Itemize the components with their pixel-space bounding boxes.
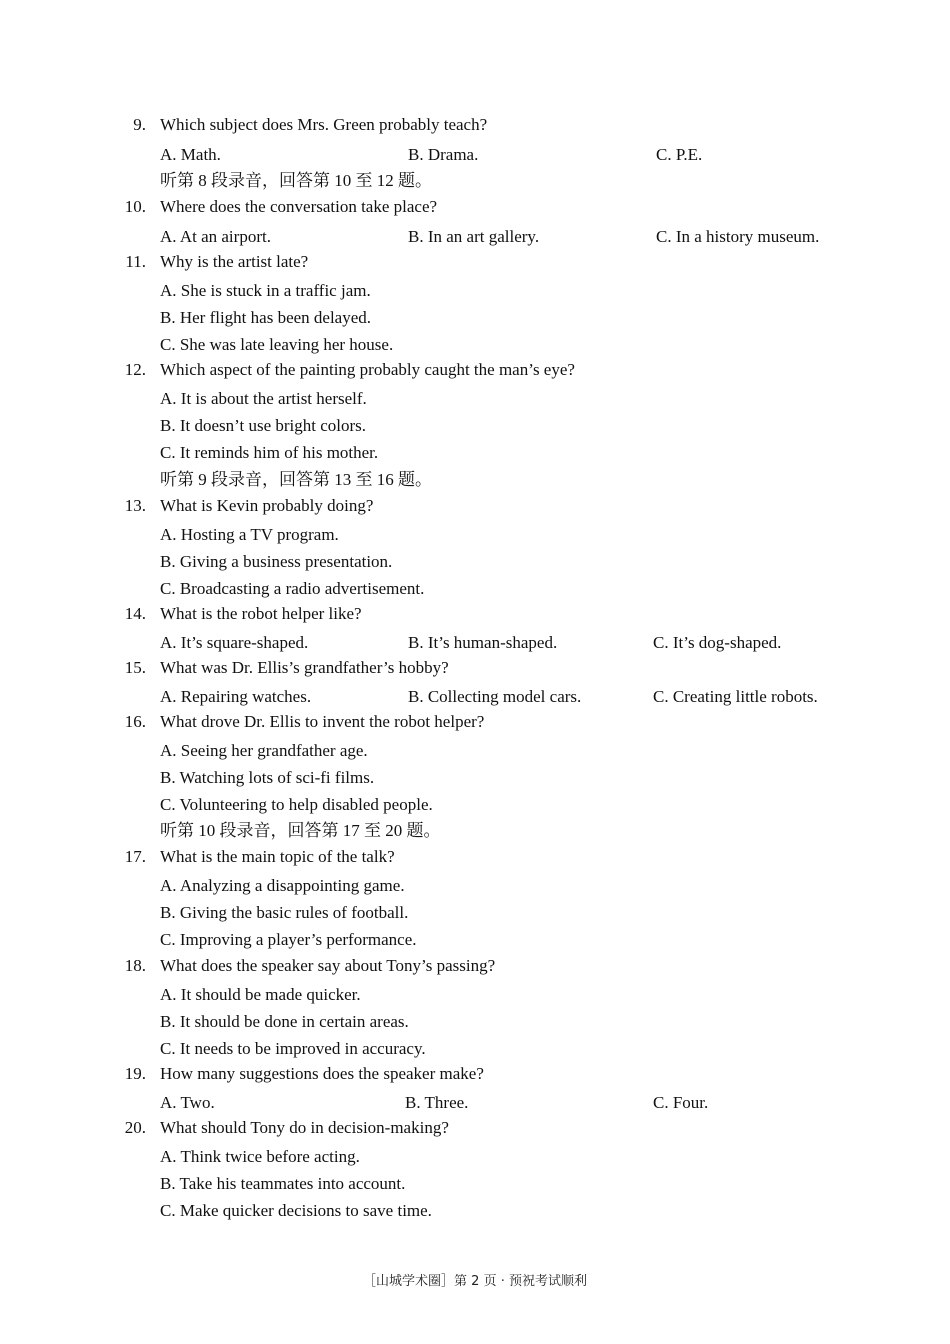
- option-c: C. Make quicker decisions to save time.: [160, 1201, 432, 1220]
- option-b: B. It should be done in certain areas.: [160, 1012, 409, 1031]
- option-b: B. Collecting model cars.: [408, 687, 582, 706]
- option-c: C. It needs to be improved in accuracy.: [160, 1039, 426, 1058]
- section-instruction: 听第 10 段录音，回答第 17 至 20 题。: [160, 821, 441, 840]
- option-a: A. It should be made quicker.: [160, 985, 361, 1004]
- option-b: B. Giving a business presentation.: [160, 552, 393, 571]
- option-a: A. Analyzing a disappointing game.: [160, 876, 405, 895]
- option-b: B. It doesn’t use bright colors.: [160, 416, 367, 435]
- section-instruction: 听第 8 段录音，回答第 10 至 12 题。: [160, 171, 432, 190]
- question-text: Which subject does Mrs. Green probably teach?: [160, 115, 488, 134]
- option-c: C. She was late leaving her house.: [160, 335, 394, 354]
- option-c: C. P.E.: [656, 145, 703, 164]
- option-a: A. It’s square-shaped.: [160, 633, 309, 652]
- question-number: 12.: [124, 360, 146, 379]
- question-number: 13.: [124, 496, 146, 515]
- question-text: What drove Dr. Ellis to invent the robot helper?: [160, 712, 485, 731]
- page-footer: ［山城学术圈］第 2 页 · 预祝考试顺利: [363, 1274, 587, 1289]
- section-instruction: 听第 9 段录音，回答第 13 至 16 题。: [160, 470, 432, 489]
- option-c: C. It reminds him of his mother.: [160, 443, 379, 462]
- option-b: B. Watching lots of sci-fi films.: [160, 768, 375, 787]
- question-number: 16.: [124, 712, 146, 731]
- question-number: 14.: [124, 604, 146, 623]
- option-a: A. Repairing watches.: [160, 687, 312, 706]
- question-text: What is the robot helper like?: [160, 604, 362, 623]
- question-text: What is Kevin probably doing?: [160, 496, 374, 515]
- question-number: 19.: [124, 1064, 146, 1083]
- question-number: 20.: [124, 1118, 146, 1137]
- question-text: What should Tony do in decision-making?: [160, 1118, 449, 1137]
- question-text: How many suggestions does the speaker make?: [160, 1064, 484, 1083]
- question-number: 10.: [124, 197, 146, 216]
- option-b: B. In an art gallery.: [408, 227, 540, 246]
- question-number: 9.: [133, 115, 146, 134]
- option-c: C. It’s dog-shaped.: [653, 633, 782, 652]
- question-text: Why is the artist late?: [160, 252, 309, 271]
- option-a: A. Seeing her grandfather age.: [160, 741, 368, 760]
- option-b: B. Drama.: [408, 145, 479, 164]
- question-text: Where does the conversation take place?: [160, 197, 438, 216]
- option-b: B. Her flight has been delayed.: [160, 308, 372, 327]
- question-text: What is the main topic of the talk?: [160, 847, 395, 866]
- option-a: A. Math.: [160, 145, 221, 164]
- option-b: B. It’s human-shaped.: [408, 633, 558, 652]
- question-text: Which aspect of the painting probably caught the man’s eye?: [160, 360, 575, 379]
- option-a: A. Two.: [160, 1093, 215, 1112]
- option-b: B. Three.: [405, 1093, 469, 1112]
- question-text: What does the speaker say about Tony’s passing?: [160, 956, 496, 975]
- question-number: 17.: [124, 847, 146, 866]
- option-c: C. Creating little robots.: [653, 687, 818, 706]
- option-c: C. Four.: [653, 1093, 709, 1112]
- option-a: A. She is stuck in a traffic jam.: [160, 281, 371, 300]
- option-a: A. It is about the artist herself.: [160, 389, 367, 408]
- question-number: 15.: [124, 658, 146, 677]
- question-number: 18.: [124, 956, 146, 975]
- option-c: C. Improving a player’s performance.: [160, 930, 417, 949]
- option-a: A. Think twice before acting.: [160, 1147, 360, 1166]
- option-c: C. In a history museum.: [656, 227, 820, 246]
- option-a: A. Hosting a TV program.: [160, 525, 339, 544]
- option-b: B. Giving the basic rules of football.: [160, 903, 409, 922]
- question-text: What was Dr. Ellis’s grandfather’s hobby?: [160, 658, 449, 677]
- option-b: B. Take his teammates into account.: [160, 1174, 406, 1193]
- option-c: C. Broadcasting a radio advertisement.: [160, 579, 425, 598]
- option-a: A. At an airport.: [160, 227, 271, 246]
- question-number: 11.: [125, 252, 146, 271]
- option-c: C. Volunteering to help disabled people.: [160, 795, 433, 814]
